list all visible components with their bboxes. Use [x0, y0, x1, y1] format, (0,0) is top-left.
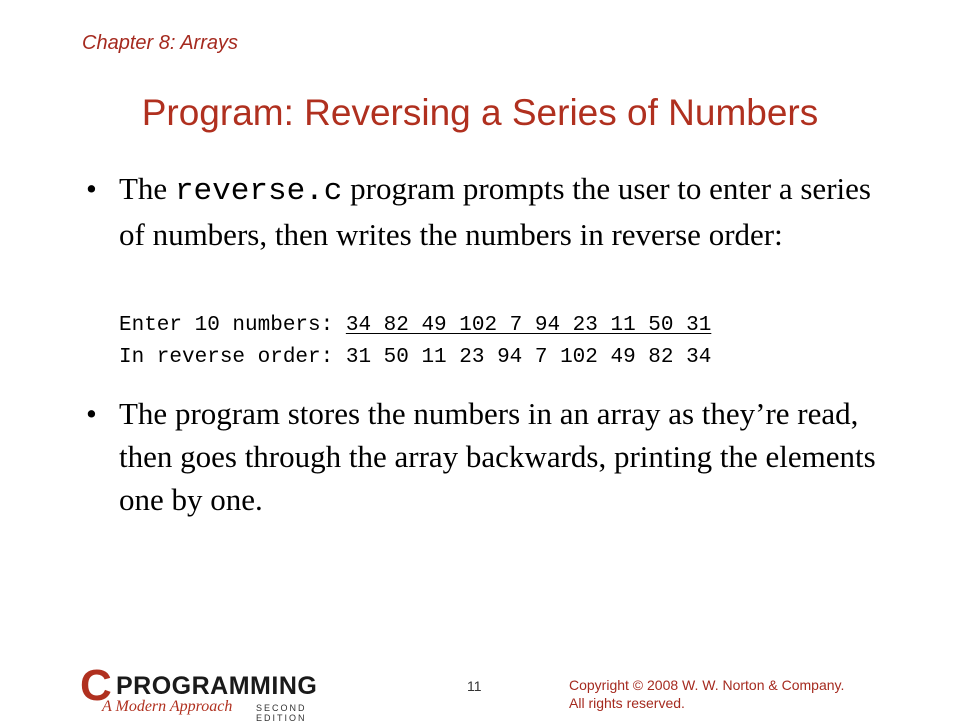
chapter-label: Chapter 8: Arrays: [82, 32, 238, 54]
user-input: 34 82 49 102 7 94 23 11 50 31: [345, 314, 712, 337]
slide-title: Program: Reversing a Series of Numbers: [141, 92, 819, 133]
copyright-notice: [569, 676, 844, 712]
sample-output-line-1: [119, 314, 711, 337]
logo-programming: PROGRAMMING: [116, 672, 318, 700]
code-filename: reverse.c: [174, 174, 343, 209]
input-prompt: Enter 10 numbers:: [119, 314, 346, 337]
bullet-text-start: The: [119, 171, 175, 206]
page-number: 11: [467, 678, 482, 694]
logo-edition: SECOND EDITION: [256, 703, 307, 723]
bullet-marker: •: [86, 396, 97, 431]
copyright-line-2: All rights reserved.: [569, 695, 685, 711]
bullet-text-end: program prompts the user to enter a series of numbers, then writes the numbers in reverse order:: [119, 171, 871, 252]
logo-c: C: [80, 661, 112, 710]
copyright-line-1: Copyright © 2008 W. W. Norton & Company.: [569, 677, 845, 693]
logo-subtitle: A Modern Approach: [102, 698, 233, 715]
sample-output-line-2: [119, 346, 711, 369]
bullet-marker: •: [86, 171, 97, 206]
program-output: 31 50 11 23 94 7 102 49 82 34: [345, 346, 712, 369]
bullet-text: [119, 167, 879, 256]
output-prompt: In reverse order:: [119, 346, 346, 369]
book-logo: [80, 661, 360, 723]
bullet-text: The program stores the numbers in an array as they’re read, then goes through the array backwards, printing the elements one by one.: [119, 396, 876, 517]
